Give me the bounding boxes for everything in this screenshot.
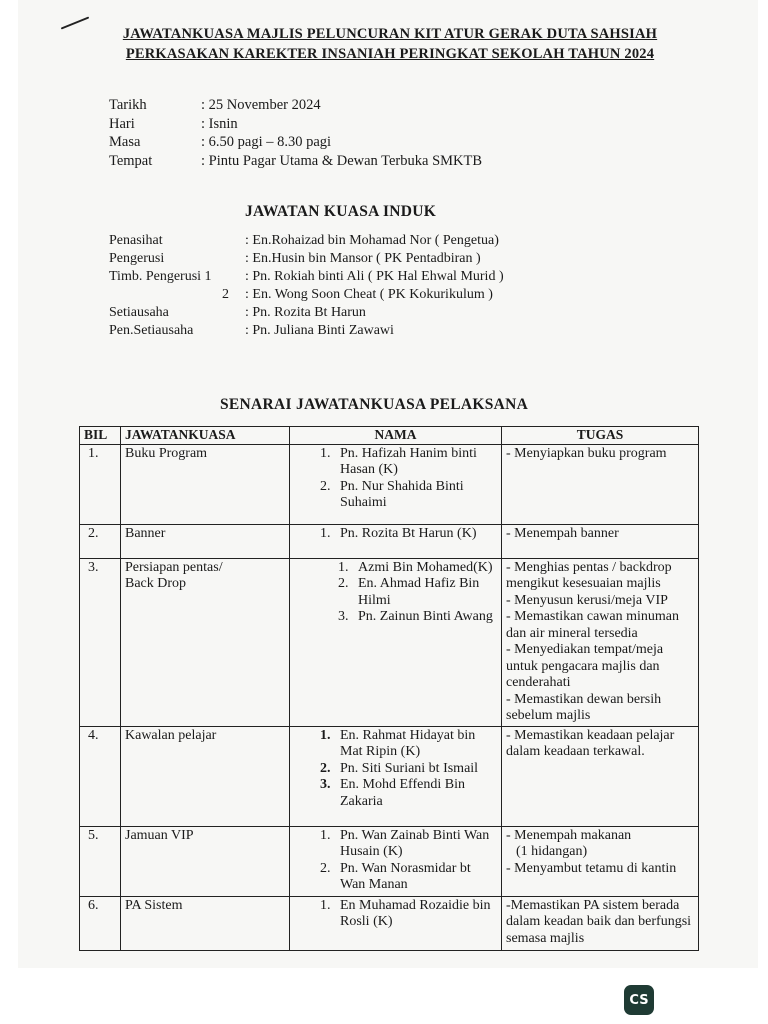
committee-name: Banner bbox=[125, 525, 166, 541]
task-item: - Menyiapkan buku program bbox=[506, 445, 667, 461]
committee-role: 2 bbox=[222, 287, 229, 302]
committee-name: Persiapan pentas/ bbox=[125, 559, 223, 575]
table-row bbox=[80, 524, 699, 558]
cell-jawatankuasa bbox=[121, 726, 290, 826]
cell-bil: 2. bbox=[80, 524, 121, 558]
pelaksana-table bbox=[79, 426, 699, 951]
committee-member: : En. Wong Soon Cheat ( PK Kokurikulum ) bbox=[245, 287, 493, 302]
member-name: 2. Pn. Wan Norasmidar bt Wan Manan bbox=[334, 861, 497, 894]
section-heading-induk: JAWATAN KUASA INDUK bbox=[245, 203, 437, 220]
info-label: Tarikh bbox=[109, 97, 147, 113]
camscanner-logo: CS bbox=[624, 985, 654, 1015]
cell-nama bbox=[290, 896, 502, 950]
cell-jawatankuasa bbox=[121, 896, 290, 950]
task-item: (1 hidangan) bbox=[516, 844, 588, 859]
table-row bbox=[80, 726, 699, 826]
committee-row bbox=[109, 304, 504, 322]
info-label: Tempat bbox=[109, 152, 153, 169]
member-name: 1. En Muhamad Rozaidie bin Rosli (K) bbox=[334, 898, 497, 931]
committee-row bbox=[109, 232, 504, 250]
committee-name: Kawalan pelajar bbox=[125, 727, 217, 743]
committee-name: Buku Program bbox=[125, 445, 208, 461]
task-item: - Memastikan keadaan pelajar dalam keadaan terkawal. bbox=[506, 727, 675, 759]
task-item: - Menyusun kerusi/meja VIP bbox=[506, 592, 668, 608]
member-name: 3. Pn. Zainun Binti Awang bbox=[352, 609, 497, 626]
cell-nama bbox=[290, 726, 502, 826]
member-name: 2. Pn. Nur Shahida Binti Suhaimi bbox=[334, 479, 497, 512]
member-list bbox=[294, 526, 497, 543]
member-name: 1. En. Rahmat Hidayat bin Mat Ripin (K) bbox=[334, 728, 497, 761]
cell-nama bbox=[290, 524, 502, 558]
member-list bbox=[294, 446, 497, 512]
member-name: 3. En. Mohd Effendi Bin Zakaria bbox=[334, 777, 497, 810]
committee-name: PA Sistem bbox=[125, 897, 183, 913]
committee-member: : En.Husin bin Mansor ( PK Pentadbiran ) bbox=[245, 251, 481, 266]
member-list bbox=[294, 828, 497, 894]
info-row-date bbox=[109, 96, 482, 115]
committee-member: : En.Rohaizad bin Mohamad Nor ( Pengetua) bbox=[245, 233, 499, 248]
info-row-day bbox=[109, 115, 482, 134]
member-list bbox=[294, 560, 497, 626]
committee-row bbox=[109, 250, 504, 268]
header-nama: NAMA bbox=[290, 427, 502, 445]
cell-nama bbox=[290, 558, 502, 726]
task-item: - Menempah banner bbox=[506, 525, 619, 541]
member-name: 2. En. Ahmad Hafiz Bin Hilmi bbox=[352, 576, 497, 609]
member-name: 2. Pn. Siti Suriani bt Ismail bbox=[334, 761, 497, 778]
cell-jawatankuasa bbox=[121, 444, 290, 524]
header-jawatankuasa: JAWATANKUASA bbox=[121, 427, 290, 445]
info-label: Hari bbox=[109, 115, 135, 132]
committee-role: Timb. Pengerusi 1 bbox=[109, 269, 212, 284]
task-item: - Menyambut tetamu di kantin bbox=[506, 860, 677, 876]
committee-role: Setiausaha bbox=[109, 305, 169, 320]
cell-tugas bbox=[502, 896, 699, 950]
info-value: : Isnin bbox=[201, 115, 238, 132]
cell-tugas bbox=[502, 726, 699, 826]
committee-row bbox=[109, 322, 504, 340]
info-row-venue bbox=[109, 152, 482, 171]
info-label: Masa bbox=[109, 134, 141, 150]
member-list bbox=[294, 728, 497, 811]
member-name: 1. Azmi Bin Mohamed(K) bbox=[352, 560, 497, 577]
cell-jawatankuasa bbox=[121, 524, 290, 558]
event-info bbox=[109, 96, 482, 170]
info-value: : 6.50 pagi – 8.30 pagi bbox=[201, 134, 332, 150]
committee-role: Pen.Setiausaha bbox=[109, 323, 194, 338]
document-title-line-2: PERKASAKAN KAREKTER INSANIAH PERINGKAT SEKOLAH TAHUN 2024 bbox=[125, 46, 655, 62]
info-value: : 25 November 2024 bbox=[201, 97, 321, 113]
committee-row bbox=[109, 286, 504, 304]
table-row bbox=[80, 444, 699, 524]
cell-tugas bbox=[502, 444, 699, 524]
info-row-time bbox=[109, 133, 482, 152]
cell-tugas bbox=[502, 558, 699, 726]
info-value: : Pintu Pagar Utama & Dewan Terbuka SMKTB bbox=[201, 152, 483, 169]
table-row bbox=[80, 826, 699, 896]
table-row bbox=[80, 558, 699, 726]
task-item: - Menyediakan tempat/meja untuk pengacara majlis dan cenderahati bbox=[506, 642, 664, 690]
member-name: 1. Pn. Rozita Bt Harun (K) bbox=[334, 526, 497, 543]
induk-committee bbox=[109, 232, 504, 340]
cell-nama bbox=[290, 826, 502, 896]
member-name: 1. Pn. Hafizah Hanim binti Hasan (K) bbox=[334, 446, 497, 479]
header-tugas: TUGAS bbox=[502, 427, 699, 445]
table-row bbox=[80, 896, 699, 950]
cell-bil: 4. bbox=[80, 726, 121, 826]
member-name: 1. Pn. Wan Zainab Binti Wan Husain (K) bbox=[334, 828, 497, 861]
section-heading-pelaksana: SENARAI JAWATANKUASA PELAKSANA bbox=[220, 396, 529, 413]
cell-tugas bbox=[502, 826, 699, 896]
task-item: - Memastikan cawan minuman dan air mineral tersedia bbox=[506, 609, 680, 641]
task-item: - Menghias pentas / backdrop mengikut kesesuaian majlis bbox=[506, 559, 672, 591]
cell-bil: 6. bbox=[80, 896, 121, 950]
committee-role: Pengerusi bbox=[109, 251, 165, 266]
committee-role: Penasihat bbox=[109, 233, 163, 248]
committee-row bbox=[109, 268, 504, 286]
cell-jawatankuasa bbox=[121, 558, 290, 726]
committee-member: : Pn. Juliana Binti Zawawi bbox=[245, 323, 394, 338]
task-item: -Memastikan PA sistem berada dalam keadan baik dan berfungsi semasa majlis bbox=[506, 897, 692, 946]
cell-jawatankuasa bbox=[121, 826, 290, 896]
cell-tugas bbox=[502, 524, 699, 558]
header-bil: BIL bbox=[80, 427, 121, 445]
cell-bil: 3. bbox=[80, 558, 121, 726]
task-item: - Menempah makanan bbox=[506, 827, 632, 843]
committee-member: : Pn. Rozita Bt Harun bbox=[245, 305, 366, 320]
committee-name: Jamuan VIP bbox=[125, 827, 194, 843]
member-list bbox=[294, 898, 497, 931]
table-header-row bbox=[80, 427, 699, 445]
task-item: - Memastikan dewan bersih sebelum majlis bbox=[506, 691, 662, 723]
committee-member: : Pn. Rokiah binti Ali ( PK Hal Ehwal Murid ) bbox=[245, 269, 504, 284]
cell-bil: 1. bbox=[80, 444, 121, 524]
cell-nama bbox=[290, 444, 502, 524]
committee-name: Back Drop bbox=[125, 576, 187, 591]
document-title-line-1: JAWATANKUASA MAJLIS PELUNCURAN KIT ATUR GERAK DUTA SAHSIAH bbox=[122, 26, 658, 42]
cell-bil: 5. bbox=[80, 826, 121, 896]
